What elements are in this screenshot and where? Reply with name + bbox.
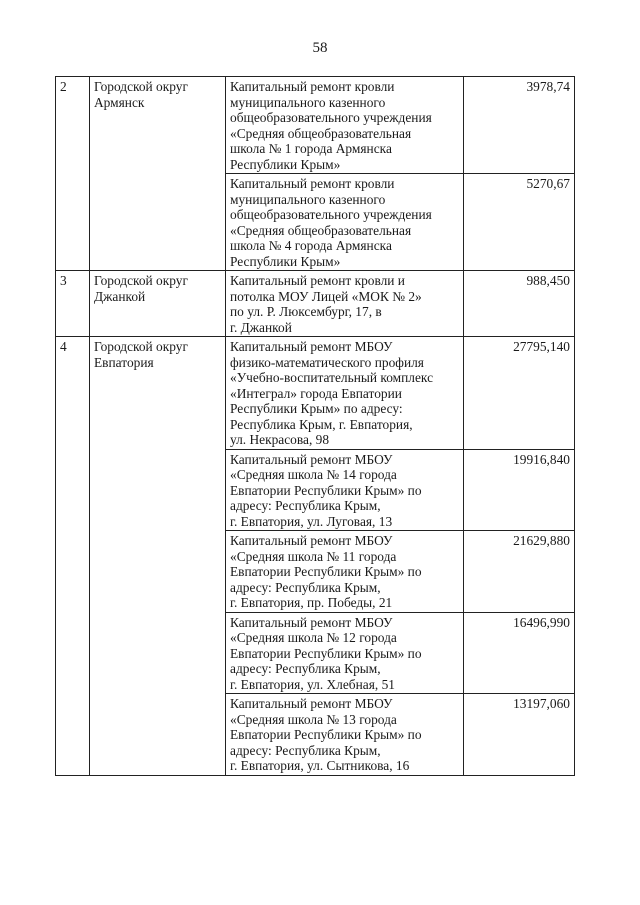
district-cell	[90, 271, 226, 337]
work-description-cell	[226, 271, 464, 337]
works-table-body	[56, 77, 575, 776]
work-description-line: г. Евпатория, ул. Сытникова, 16	[230, 758, 410, 773]
work-description-line: Республики Крым»	[230, 253, 341, 269]
work-description-line: «Средняя школа № 13 города	[230, 711, 397, 727]
work-description-line: «Интеграл» города Евпатории	[230, 385, 402, 401]
work-description-line: «Средняя общеобразовательная	[230, 222, 412, 238]
work-description-cell	[226, 77, 464, 174]
district-name-line: Городской округ	[94, 273, 188, 288]
work-description-line: Республика Крым, г. Евпатория,	[230, 416, 413, 432]
work-description-line: школа № 4 города Армянска	[230, 238, 392, 253]
work-description-cell	[226, 449, 464, 531]
work-description-line: Евпатории Республики Крым» по	[230, 727, 422, 742]
work-description-line: физико-математического профиля	[230, 354, 424, 370]
work-description-line: г. Евпатория, ул. Луговая, 13	[230, 513, 393, 529]
work-description-line: Капитальный ремонт кровли и	[230, 273, 405, 288]
table-row	[56, 77, 575, 174]
work-description-line: «Средняя школа № 14 города	[230, 467, 397, 482]
work-description-line: «Средняя школа № 12 города	[230, 630, 397, 645]
amount-cell: 5270,67	[464, 174, 575, 271]
work-description-line: адресу: Республика Крым,	[230, 579, 381, 595]
district-name-line: Армянск	[94, 94, 145, 110]
work-description-line: «Средняя школа № 11 города	[230, 548, 397, 564]
work-description-cell	[226, 174, 464, 271]
work-description-line: Республики Крым»	[230, 156, 341, 172]
work-description-line: школа № 1 города Армянска	[230, 141, 392, 156]
page-number: 58	[312, 40, 328, 56]
work-description-line: г. Евпатория, ул. Хлебная, 51	[230, 676, 395, 692]
work-description-cell	[226, 337, 464, 450]
work-description-line: Капитальный ремонт МБОУ	[230, 696, 393, 711]
district-name-line: Евпатория	[94, 354, 154, 370]
work-description-line: Евпатории Республики Крым» по	[230, 482, 422, 498]
amount-cell: 3978,74	[464, 77, 575, 174]
work-description-line: адресу: Республика Крым,	[230, 498, 381, 513]
work-description-line: г. Джанкой	[230, 319, 292, 335]
amount-cell: 21629,880	[464, 531, 575, 613]
work-description-cell	[226, 531, 464, 613]
work-description-line: Евпатории Республики Крым» по	[230, 645, 422, 661]
work-description-line: муниципального казенного	[230, 94, 386, 110]
work-description-line: общеобразовательного учреждения	[230, 207, 432, 222]
work-description-line: «Учебно-воспитательный комплекс	[230, 370, 434, 385]
work-description-line: Капитальный ремонт кровли	[230, 176, 395, 191]
work-description-line: потолка МОУ Лицей «МОК № 2»	[230, 288, 422, 304]
work-description-line: адресу: Республика Крым,	[230, 742, 381, 758]
work-description-line: Капитальный ремонт МБОУ	[230, 614, 393, 630]
works-table	[55, 76, 575, 776]
work-description-line: Капитальный ремонт МБОУ	[230, 533, 393, 548]
work-description-line: Республики Крым» по адресу:	[230, 401, 403, 416]
amount-cell: 988,450	[464, 271, 575, 337]
table-row	[56, 337, 575, 450]
amount-cell: 13197,060	[464, 694, 575, 776]
amount-cell: 27795,140	[464, 337, 575, 450]
district-name-line: Городской округ	[94, 339, 188, 354]
row-number-cell: 3	[56, 271, 90, 337]
row-number-cell: 2	[56, 77, 90, 271]
work-description-line: г. Евпатория, пр. Победы, 21	[230, 595, 393, 610]
district-name-line: Джанкой	[94, 288, 146, 304]
work-description-cell	[226, 694, 464, 776]
district-name-line: Городской округ	[94, 79, 188, 94]
work-description-line: по ул. Р. Люксембург, 17, в	[230, 304, 382, 319]
work-description-line: Капитальный ремонт кровли	[230, 79, 395, 94]
row-number-cell: 4	[56, 337, 90, 776]
work-description-line: Капитальный ремонт МБОУ	[230, 339, 393, 354]
work-description-line: Капитальный ремонт МБОУ	[230, 451, 393, 467]
district-cell	[90, 337, 226, 776]
work-description-line: адресу: Республика Крым,	[230, 661, 381, 676]
work-description-line: Евпатории Республики Крым» по	[230, 564, 422, 579]
work-description-cell	[226, 612, 464, 694]
amount-cell: 19916,840	[464, 449, 575, 531]
work-description-line: «Средняя общеобразовательная	[230, 125, 412, 141]
table-row	[56, 271, 575, 337]
district-cell	[90, 77, 226, 271]
work-description-line: общеобразовательного учреждения	[230, 110, 432, 125]
work-description-line: ул. Некрасова, 98	[230, 432, 330, 447]
work-description-line: муниципального казенного	[230, 191, 386, 207]
amount-cell: 16496,990	[464, 612, 575, 694]
